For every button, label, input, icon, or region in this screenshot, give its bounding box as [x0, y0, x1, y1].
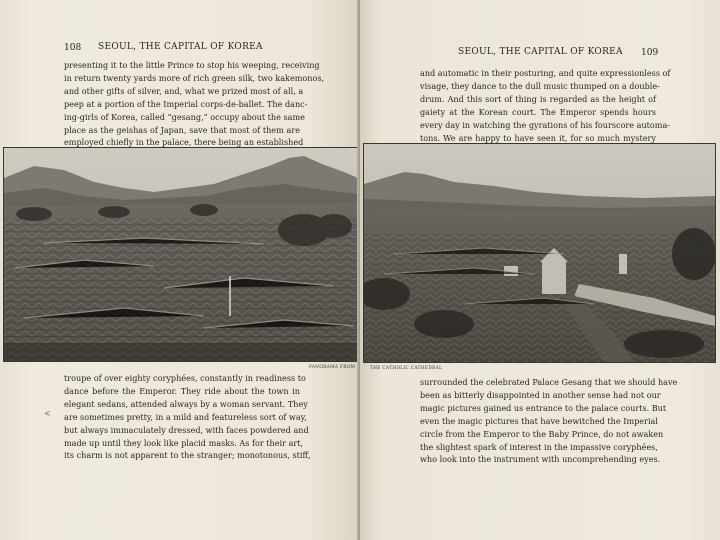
- text-line: and automatic in their posturing, and quite expressionless of: [420, 68, 671, 78]
- left-running-head: SEOUL, THE CAPITAL OF KOREA: [98, 42, 263, 52]
- text-line: but always immaculately dressed, with faces powdered and: [64, 424, 309, 435]
- seoul-panorama-photo: [3, 147, 359, 362]
- margin-mark: <: [44, 409, 51, 418]
- text-line: surrounded the celebrated Palace Gesang that we should have: [420, 377, 678, 387]
- text-line: made up until they look like placid masks. As for their art,: [64, 437, 304, 448]
- text-line: tons. We are happy to have seen it, for so much mystery: [420, 132, 656, 143]
- text-line: circle from the Emperor to the Baby Prince, do not awaken: [420, 428, 664, 439]
- right-top-paragraph: [420, 67, 671, 144]
- panorama-illustration: [4, 148, 358, 361]
- text-line: been as bitterly disappointed in another sense had not our: [420, 389, 661, 400]
- text-line: in return twenty yards more of rich green silk, two kakemonos,: [64, 72, 325, 83]
- text-line: employed chiefly in the palace, there being an established: [64, 137, 304, 148]
- right-photo-caption: THE CATHOLIC CATHEDRAL: [370, 365, 443, 370]
- left-photo-caption: PANORAMA FROM: [309, 364, 356, 369]
- text-line: who look into the instrument with uncomprehending eyes.: [420, 454, 661, 465]
- text-line: elegant sedans, attended always by a woman servant. They: [64, 398, 308, 409]
- text-line: presenting it to the little Prince to stop his weeping, receiving: [64, 60, 320, 70]
- left-page-number: 108: [64, 43, 82, 53]
- catholic-cathedral-photo: [363, 143, 716, 363]
- text-line: peep at a portion of the Imperial corps-de-ballet. The danc-: [64, 98, 308, 109]
- text-line: its charm is not apparent to the stranger; monotonous, stiff,: [64, 450, 311, 461]
- right-page: [360, 0, 720, 540]
- text-line: and other gifts of silver, and, what we prized most of all, a: [64, 85, 304, 96]
- left-top-paragraph: [64, 59, 325, 149]
- text-line: magic pictures gained us entrance to the palace courts. But: [420, 402, 667, 413]
- right-page-number: 109: [641, 48, 659, 58]
- text-line: the slightest spark of interest in the impassive coryphées,: [420, 441, 658, 452]
- text-line: visage, they dance to the dull music thumped on a double-: [420, 80, 660, 91]
- text-line: ing-girls of Korea, called “gesang,” occupy about the same: [64, 111, 305, 122]
- cathedral-view-illustration: [364, 144, 715, 362]
- text-line: even the magic pictures that have bewitched the Imperial: [420, 415, 658, 426]
- text-line: place as the geishas of Japan, save that most of them are: [64, 124, 300, 135]
- right-bottom-paragraph: [420, 376, 678, 466]
- left-bottom-paragraph: [64, 372, 311, 462]
- text-line: gaiety at the Korean court. The Emperor spends hours: [420, 106, 656, 117]
- text-line: are sometimes pretty, in a mild and featureless sort of way,: [64, 411, 307, 422]
- text-line: every day in watching the gyrations of his fourscore automa-: [420, 119, 671, 130]
- text-line: troupe of over eighty coryphées, constantly in readiness to: [64, 373, 306, 383]
- text-line: drum. And this sort of thing is regarded as the height of: [420, 93, 656, 104]
- right-running-head: SEOUL, THE CAPITAL OF KOREA: [458, 47, 623, 57]
- text-line: dance before the Emperor. They ride about the town in: [64, 385, 300, 396]
